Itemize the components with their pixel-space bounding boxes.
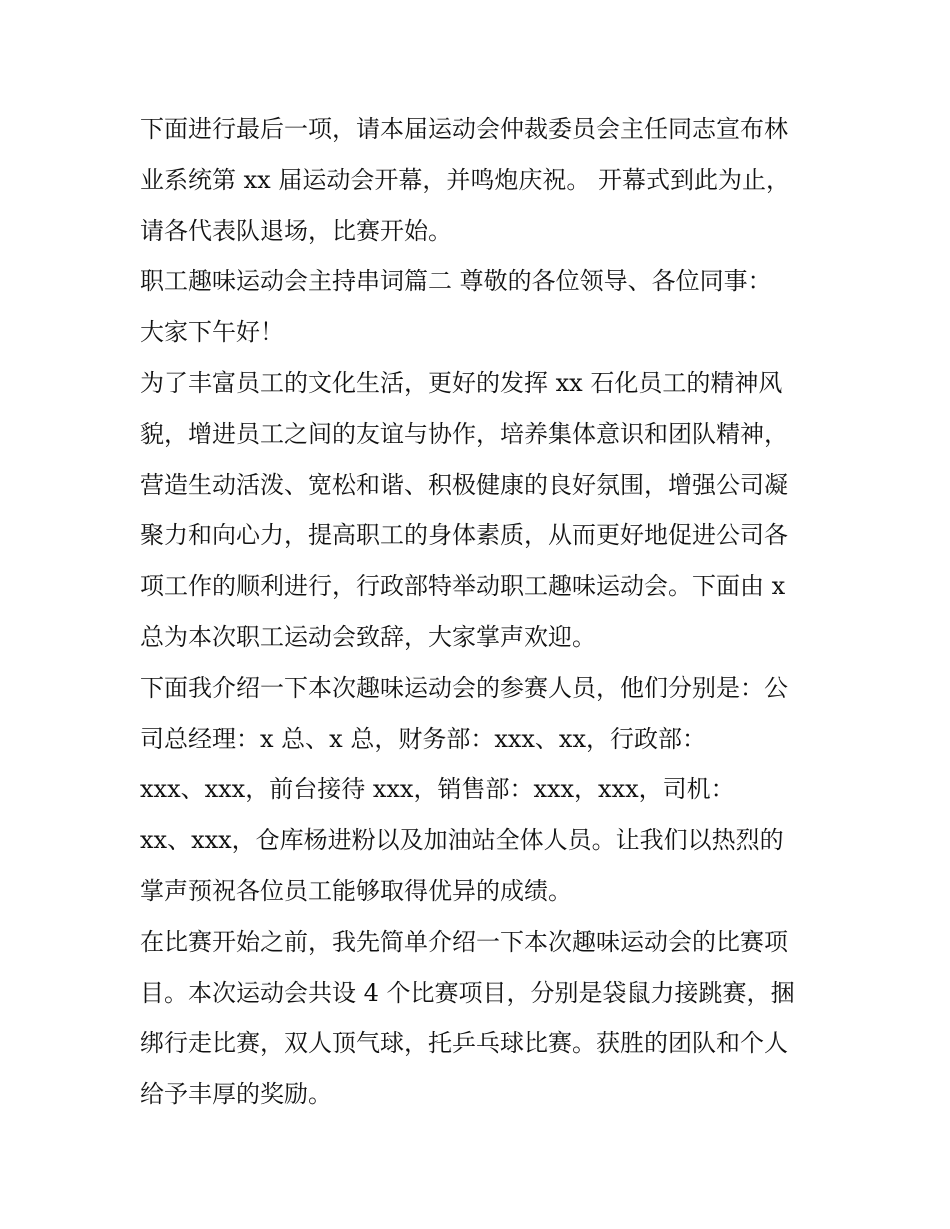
text-line: 貌，增进员工之间的友谊与协作，培养集体意识和团队精神， xyxy=(140,419,788,448)
text-line: 项工作的顺利进行，行政部特举动职工趣味运动会。下面由 x xyxy=(140,572,786,601)
text-line: 司总经理：x 总、x 总，财务部：xxx、xx，行政部： xyxy=(140,724,707,753)
text-line: 职工趣味运动会主持串词篇二 尊敬的各位领导、各位同事： xyxy=(140,267,772,296)
text-line: 大家下午好！ xyxy=(140,318,284,347)
text-line: 在比赛开始之前，我先简单介绍一下本次趣味运动会的比赛项 xyxy=(140,927,788,956)
text-line: 下面我介绍一下本次趣味运动会的参赛人员，他们分别是：公 xyxy=(140,673,788,702)
text-line: 目。本次运动会共设 4 个比赛项目，分别是袋鼠力接跳赛，捆 xyxy=(140,978,795,1007)
text-line: 请各代表队退场，比赛开始。 xyxy=(140,216,452,245)
text-line: 聚力和向心力，提高职工的身体素质，从而更好地促进公司各 xyxy=(140,521,788,550)
text-line: 给予丰厚的奖励。 xyxy=(140,1080,332,1109)
text-line: 下面进行最后一项，请本届运动会仲裁委员会主任同志宣布林 xyxy=(140,115,788,143)
text-line: 业系统第 xx 届运动会开幕，并鸣炮庆祝。 开幕式到此为止， xyxy=(140,165,790,194)
document-body xyxy=(140,104,830,1120)
text-line: 为了丰富员工的文化生活，更好的发挥 xx 石化员工的精神风 xyxy=(140,368,783,397)
text-line: xxx、xxx，前台接待 xxx，销售部：xxx，xxx，司机： xyxy=(140,775,735,804)
text-line: 掌声预祝各位员工能够取得优异的成绩。 xyxy=(140,876,572,905)
text-line: 绑行走比赛，双人顶气球，托乒乓球比赛。获胜的团队和个人 xyxy=(140,1029,788,1058)
text-line: 营造生动活泼、宽松和谐、积极健康的良好氛围，增强公司凝 xyxy=(140,470,788,499)
text-line: xx、xxx，仓库杨进粉以及加油站全体人员。让我们以热烈的 xyxy=(140,826,784,855)
text-line: 总为本次职工运动会致辞，大家掌声欢迎。 xyxy=(140,622,596,651)
